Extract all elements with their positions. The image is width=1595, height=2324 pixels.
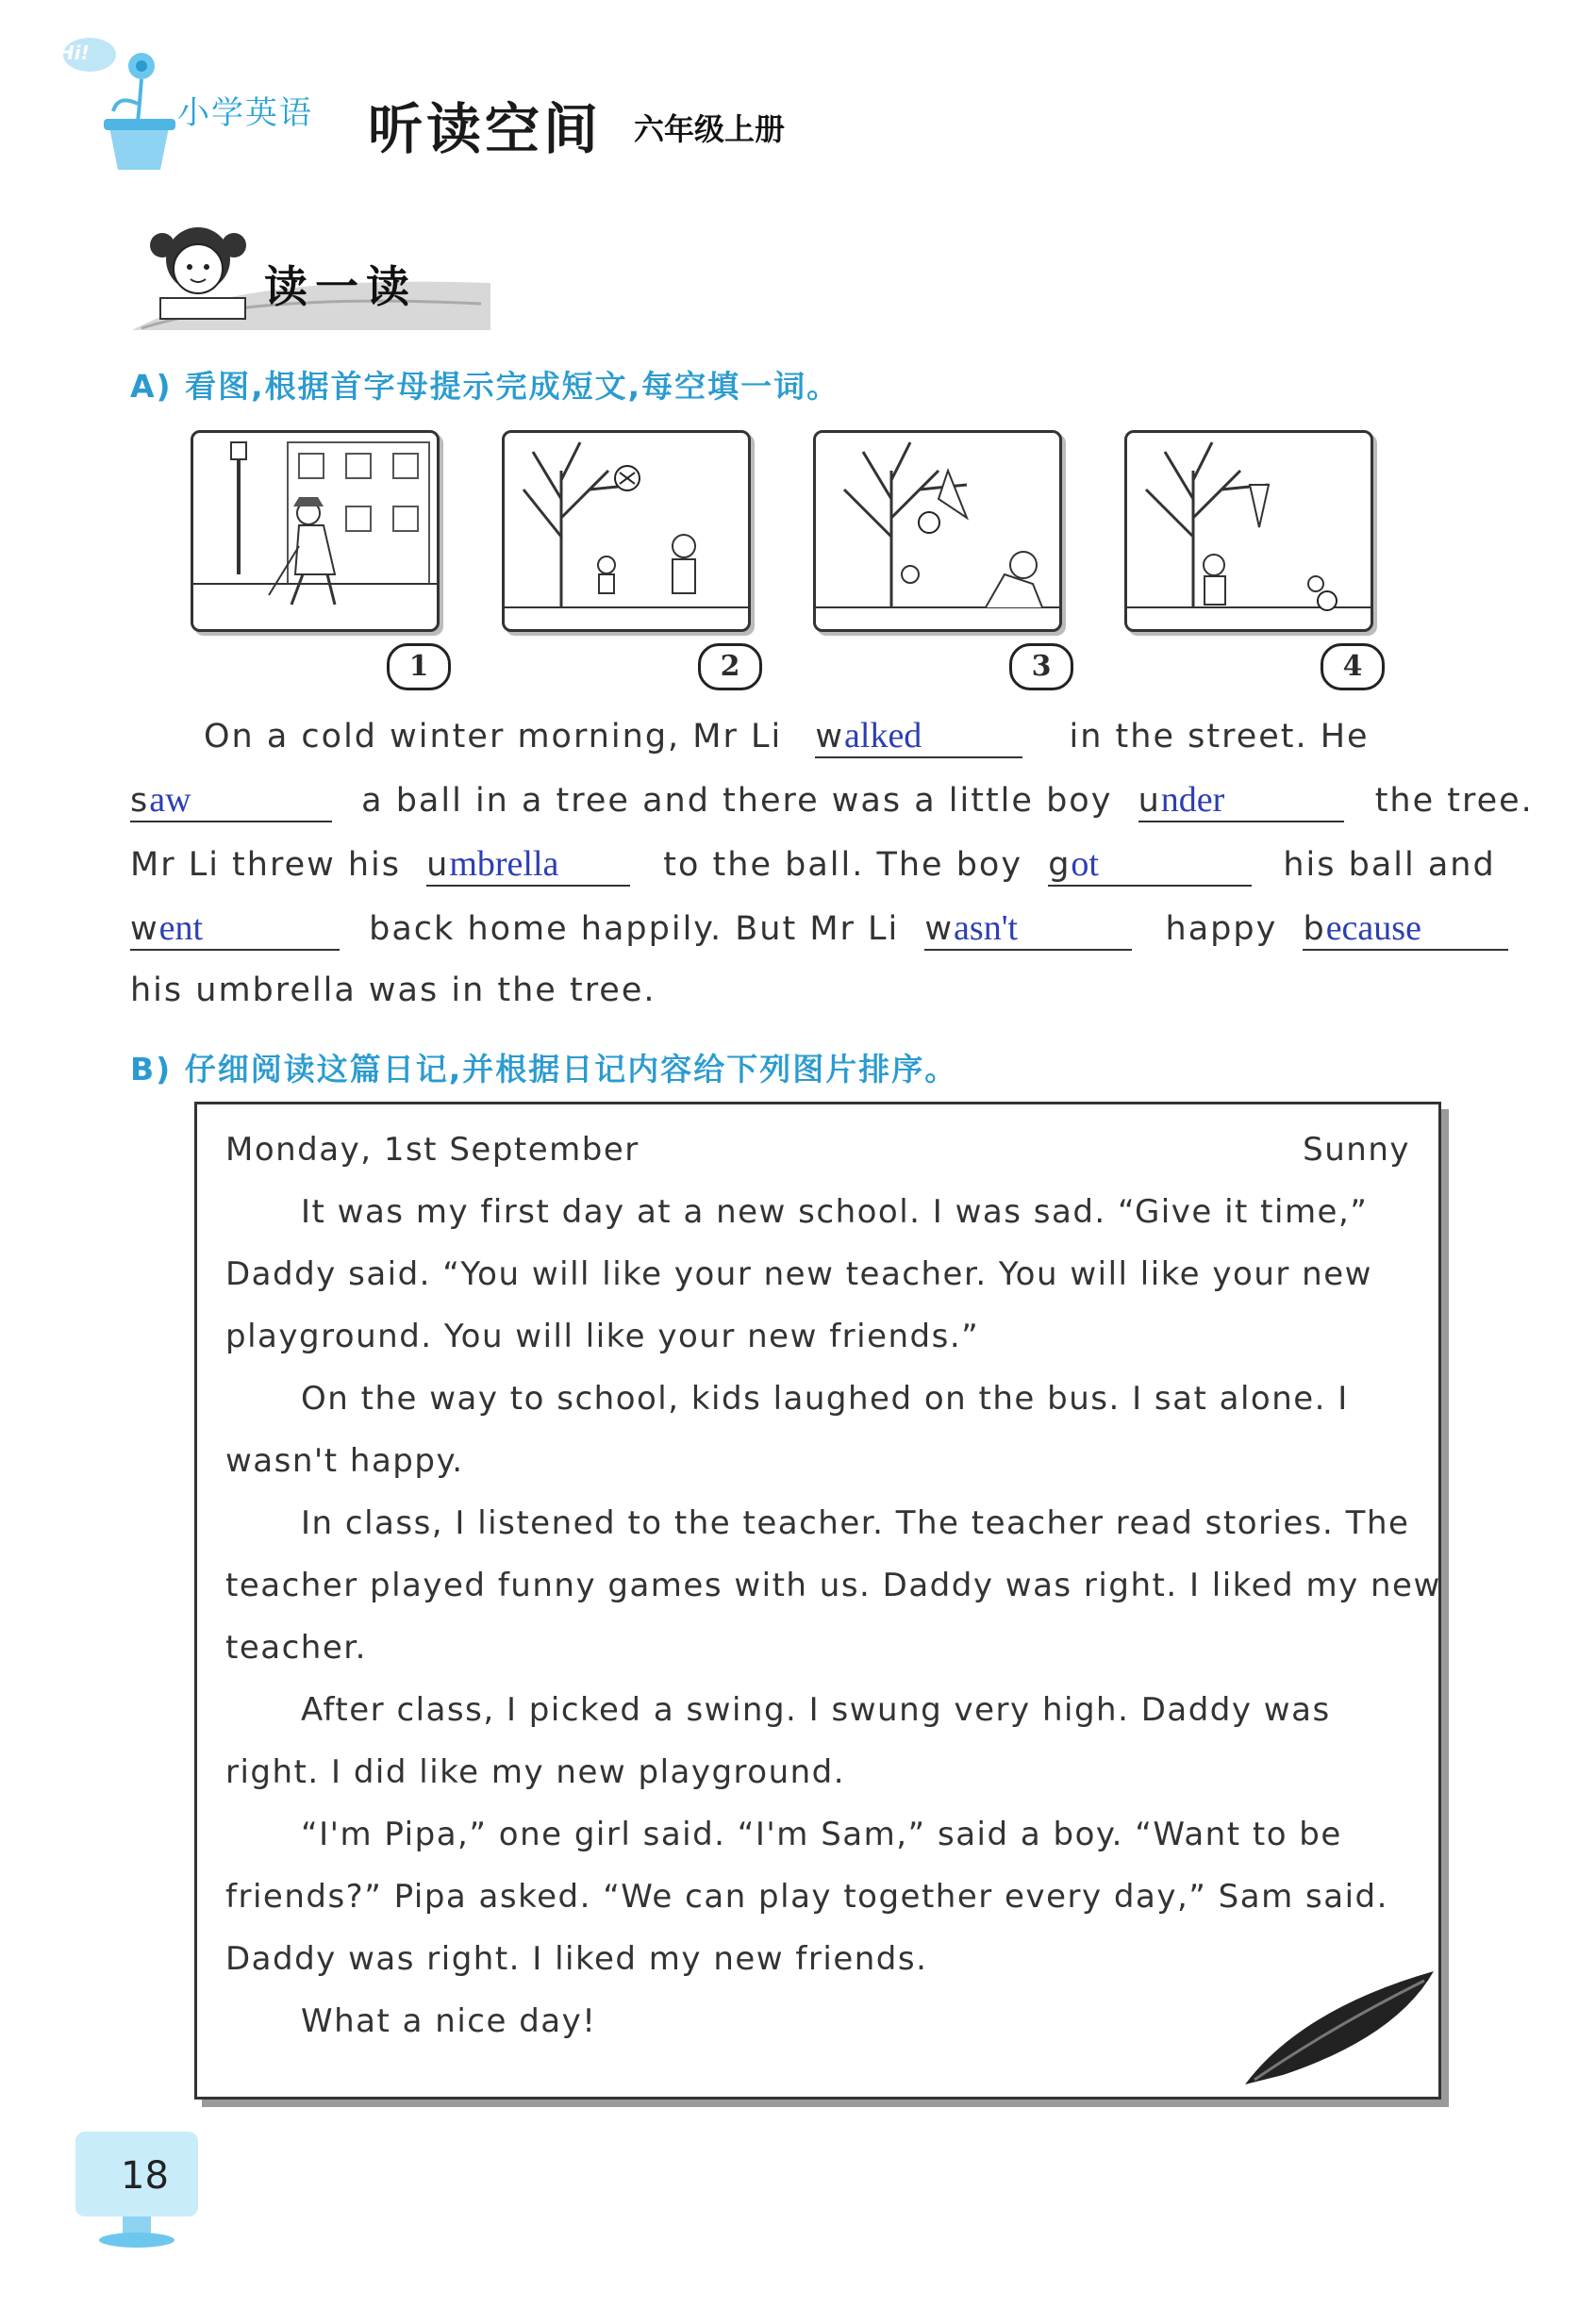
answer-blank-1[interactable]: walked xyxy=(815,715,1022,758)
picture-number-1: 1 xyxy=(387,643,451,690)
diary-line: teacher. xyxy=(225,1629,367,1667)
diary-line: wasn't happy. xyxy=(225,1442,464,1480)
picture-1 xyxy=(191,430,440,632)
diary-line: friends?” Pipa asked. “We can play together every day,” Sam said. xyxy=(225,1878,1388,1916)
picture-number-4: 4 xyxy=(1321,643,1385,690)
diary-line: In class, I listened to the teacher. The teacher read stories. The xyxy=(301,1504,1410,1542)
diary-box xyxy=(194,1102,1441,2100)
section-title: 读一读 xyxy=(264,261,417,312)
passage-text: a ball in a tree and there was a little boy xyxy=(361,782,1113,820)
passage-text: Mr Li threw his xyxy=(130,846,402,884)
section-header xyxy=(123,217,500,340)
header xyxy=(0,0,1595,189)
passage-line-2 xyxy=(130,779,1534,822)
passage-text: to the ball. The boy xyxy=(663,846,1023,884)
passage-text: back home happily. But Mr Li xyxy=(369,910,900,948)
answer-blank-2[interactable]: saw xyxy=(130,779,332,822)
diary-line: playground. You will like your new friends.” xyxy=(225,1318,980,1355)
diary-line: It was my first day at a new school. I was sad. “Give it time,” xyxy=(301,1193,1369,1231)
passage-line-4 xyxy=(130,907,1460,951)
page-number: 18 xyxy=(121,2154,169,2198)
answer-blank-4[interactable]: umbrella xyxy=(426,843,630,887)
picture-4 xyxy=(1124,430,1373,632)
diary-line: On the way to school, kids laughed on the bus. I sat alone. I xyxy=(301,1380,1349,1418)
diary-line: right. I did like my new playground. xyxy=(225,1753,846,1791)
part-a-instruction: A) 看图,根据首字母提示完成短文,每空填一词。 xyxy=(130,368,840,405)
diary-line: teacher played funny games with us. Daddy was right. I liked my new xyxy=(225,1567,1441,1604)
passage-line-3 xyxy=(130,843,1496,887)
picture-3 xyxy=(813,430,1062,632)
diary-line: Daddy said. “You will like your new teacher. You will like your new xyxy=(225,1255,1372,1293)
diary-line: Daddy was right. I liked my new friends. xyxy=(225,1940,928,1978)
passage-line-1 xyxy=(130,715,1460,758)
ball-in-tree-illustration xyxy=(505,433,748,629)
passage-text: the tree. xyxy=(1374,782,1534,820)
throwing-umbrella-illustration xyxy=(816,433,1059,629)
umbrella-stuck-illustration xyxy=(1127,433,1371,629)
passage-line-5 xyxy=(130,971,1460,1009)
passage-text: On a cold winter morning, Mr Li xyxy=(204,718,783,755)
diary-line: After class, I picked a swing. I swung very high. Daddy was xyxy=(301,1691,1331,1729)
answer-blank-8[interactable]: because xyxy=(1303,907,1508,951)
brand-title: 听读空间 xyxy=(368,97,603,161)
man-walking-illustration xyxy=(193,433,437,629)
hi-badge: Hi! xyxy=(58,42,90,64)
answer-blank-6[interactable]: went xyxy=(130,907,340,951)
passage-text: happy xyxy=(1165,910,1278,948)
answer-blank-5[interactable]: got xyxy=(1048,843,1252,887)
answer-blank-7[interactable]: wasn't xyxy=(924,907,1132,951)
passage-text: his umbrella was in the tree. xyxy=(130,971,656,1009)
answer-blank-3[interactable]: under xyxy=(1138,779,1344,822)
brand-small: 小学英语 xyxy=(177,94,313,132)
picture-number-2: 2 xyxy=(698,643,762,690)
grade-label: 六年级上册 xyxy=(634,111,786,147)
diary-weather: Sunny xyxy=(1303,1131,1410,1169)
picture-number-3: 3 xyxy=(1009,643,1073,690)
part-b-instruction: B) 仔细阅读这篇日记,并根据日记内容给下列图片排序。 xyxy=(130,1051,958,1087)
quill-feather-icon xyxy=(1226,1952,1453,2094)
diary-line: “I'm Pipa,” one girl said. “I'm Sam,” said a boy. “Want to be xyxy=(301,1816,1342,1853)
passage-text: his ball and xyxy=(1283,846,1496,884)
picture-2 xyxy=(502,430,751,632)
passage-text: in the street. He xyxy=(1069,718,1370,755)
diary-date: Monday, 1st September xyxy=(225,1131,640,1169)
diary-line: What a nice day! xyxy=(301,2002,597,2040)
